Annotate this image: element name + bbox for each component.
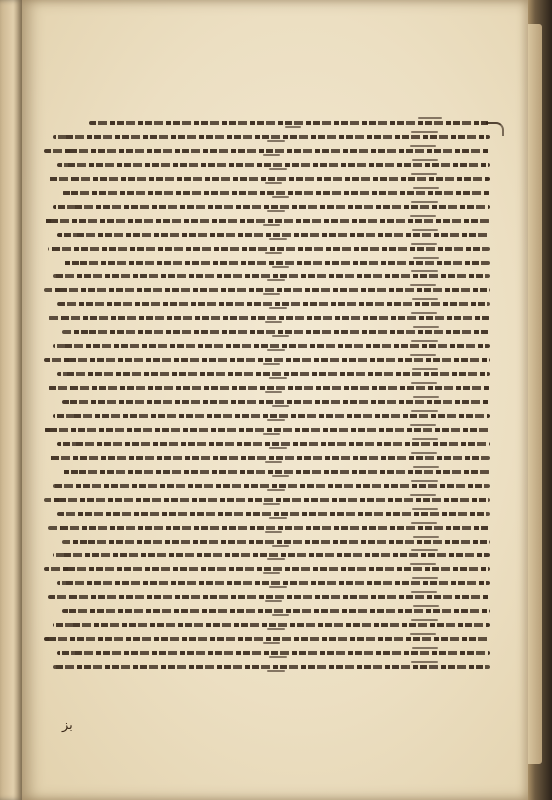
handwritten-script	[48, 595, 490, 599]
handwritten-script	[53, 414, 490, 418]
handwritten-script	[57, 442, 490, 446]
page-block-edge	[528, 24, 542, 764]
manuscript-line	[44, 285, 490, 295]
handwritten-script	[48, 456, 490, 460]
manuscript-line	[44, 537, 490, 547]
manuscript-line	[44, 495, 490, 505]
manuscript-line	[44, 411, 490, 421]
handwritten-script	[48, 316, 490, 320]
handwritten-script	[57, 372, 490, 376]
handwritten-script	[44, 358, 490, 362]
handwritten-script	[62, 609, 490, 613]
handwritten-script	[62, 191, 490, 195]
marginal-mark	[486, 122, 504, 136]
catchword: بز	[62, 718, 73, 733]
manuscript-line	[44, 634, 490, 644]
handwritten-script	[44, 288, 490, 292]
manuscript-line	[44, 355, 490, 365]
handwritten-script	[62, 470, 490, 474]
manuscript-line	[44, 578, 490, 588]
manuscript-line	[44, 188, 490, 198]
manuscript-line	[44, 258, 490, 268]
handwritten-script	[89, 121, 490, 125]
manuscript-line	[44, 146, 490, 156]
manuscript-line	[44, 453, 490, 463]
handwritten-script	[48, 526, 490, 530]
manuscript-line	[44, 523, 490, 533]
manuscript-line	[44, 467, 490, 477]
handwritten-script	[53, 135, 490, 139]
manuscript-line	[44, 271, 490, 281]
handwritten-script	[53, 553, 490, 557]
manuscript-line	[44, 174, 490, 184]
handwritten-script	[53, 665, 490, 669]
facing-page-edge	[0, 0, 22, 800]
handwritten-script	[44, 498, 490, 502]
handwritten-script	[62, 330, 490, 334]
manuscript-line	[44, 118, 490, 128]
manuscript-line	[44, 132, 490, 142]
handwritten-script	[57, 512, 490, 516]
handwritten-script	[57, 302, 490, 306]
handwritten-script	[44, 219, 490, 223]
manuscript-line	[44, 383, 490, 393]
handwritten-script	[57, 233, 490, 237]
manuscript-line	[44, 439, 490, 449]
manuscript-line	[44, 230, 490, 240]
manuscript-line	[44, 202, 490, 212]
handwritten-script	[62, 400, 490, 404]
handwritten-script	[57, 163, 490, 167]
manuscript-line	[44, 564, 490, 574]
handwritten-script	[53, 623, 490, 627]
handwritten-script	[57, 651, 490, 655]
manuscript-line	[44, 662, 490, 672]
handwritten-script	[62, 540, 490, 544]
manuscript-line	[44, 550, 490, 560]
manuscript-line	[44, 592, 490, 602]
manuscript-line	[44, 216, 490, 226]
manuscript-line	[44, 606, 490, 616]
handwritten-script	[57, 581, 490, 585]
handwritten-script	[44, 428, 490, 432]
manuscript-line	[44, 313, 490, 323]
manuscript-line	[44, 648, 490, 658]
manuscript-line	[44, 509, 490, 519]
manuscript-line	[44, 244, 490, 254]
handwritten-script	[44, 637, 490, 641]
handwritten-script	[53, 344, 490, 348]
handwritten-script	[48, 247, 490, 251]
arabic-text-block	[44, 118, 490, 676]
manuscript-line	[44, 620, 490, 630]
manuscript-line	[44, 327, 490, 337]
handwritten-script	[53, 274, 490, 278]
manuscript-line	[44, 425, 490, 435]
handwritten-script	[48, 177, 490, 181]
handwritten-script	[53, 484, 490, 488]
manuscript-line	[44, 397, 490, 407]
manuscript-line	[44, 341, 490, 351]
manuscript-line	[44, 160, 490, 170]
handwritten-script	[44, 149, 490, 153]
handwritten-script	[44, 567, 490, 571]
handwritten-script	[62, 261, 490, 265]
manuscript-line	[44, 481, 490, 491]
handwritten-script	[48, 386, 490, 390]
manuscript-line	[44, 299, 490, 309]
manuscript-line	[44, 369, 490, 379]
handwritten-script	[53, 205, 490, 209]
